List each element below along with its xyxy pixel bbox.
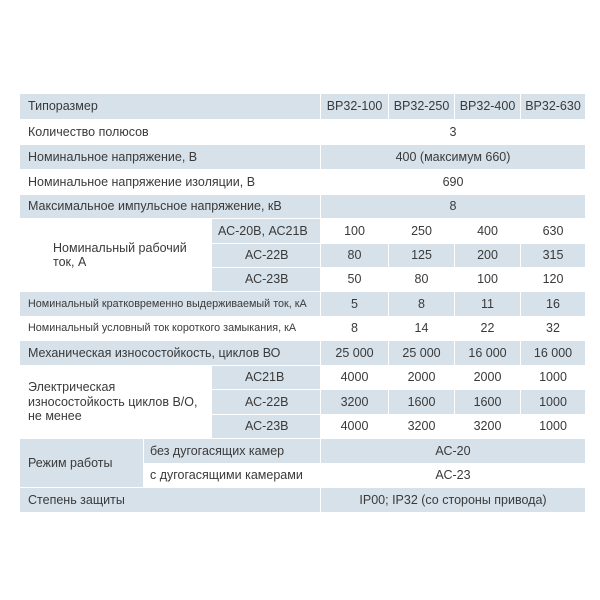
mechanical-value: 16 000 xyxy=(468,345,507,360)
poles-value-cell xyxy=(321,120,585,144)
operating-current-sub-label: АС-22В xyxy=(245,248,289,263)
operating-mode-value-cell xyxy=(321,439,585,463)
header-model-cell xyxy=(389,94,454,119)
operating-current-value-cell xyxy=(521,219,585,243)
operating-current-value: 80 xyxy=(347,248,362,263)
electrical-value: 3200 xyxy=(340,394,369,409)
electrical-value: 2000 xyxy=(407,370,436,385)
operating-mode-sub-label-cell xyxy=(144,464,320,487)
operating-mode-label: Режим работы xyxy=(28,455,113,470)
electrical-value: 1600 xyxy=(407,394,436,409)
operating-mode-sub-label: без дугогасящих камер xyxy=(150,443,285,458)
electrical-value: 1600 xyxy=(473,394,502,409)
short-time-current-value-cell xyxy=(389,292,454,316)
operating-current-value-cell xyxy=(389,244,454,267)
operating-current-value-cell xyxy=(389,219,454,243)
rated-voltage-value-cell xyxy=(321,145,585,169)
short-time-current-value: 8 xyxy=(418,296,425,311)
operating-current-label: Номинальный рабочий ток, А xyxy=(53,240,187,269)
rated-voltage-label-cell xyxy=(20,145,320,169)
operating-current-value-cell xyxy=(521,244,585,267)
poles-label: Количество полюсов xyxy=(28,124,149,139)
header-model-4: ВР32-630 xyxy=(525,99,581,114)
operating-current-value-cell xyxy=(455,244,520,267)
operating-current-sub-label-cell xyxy=(212,268,320,291)
electrical-value: 1000 xyxy=(539,419,567,434)
operating-current-value: 100 xyxy=(344,223,365,238)
header-label-cell xyxy=(20,94,320,119)
operating-current-label-cell xyxy=(20,219,211,291)
electrical-value-cell xyxy=(389,415,454,438)
electrical-sub-label: АС-22В xyxy=(245,394,289,409)
mechanical-value-cell xyxy=(521,341,585,365)
impulse-voltage-value-cell xyxy=(321,195,585,218)
short-time-current-value-cell xyxy=(321,292,388,316)
operating-current-sub-label: АС-23В xyxy=(245,272,289,287)
header-label: Типоразмер xyxy=(28,99,98,114)
header-model-cell xyxy=(521,94,585,119)
electrical-value: 4000 xyxy=(340,419,369,434)
short-time-current-label-cell xyxy=(20,292,320,316)
operating-mode-sub-label: с дугогасящими камерами xyxy=(150,468,303,483)
electrical-value-cell xyxy=(321,366,388,389)
operating-current-value: 315 xyxy=(542,248,564,263)
short-time-current-label: Номинальный кратковременно выдерживаемый ток, кА xyxy=(28,297,307,310)
short-time-current-value: 5 xyxy=(351,296,358,311)
operating-current-sub-label: АС-20В, АС21В xyxy=(218,223,308,238)
electrical-value-cell xyxy=(321,415,388,438)
short-circuit-current-value-cell xyxy=(321,317,388,340)
short-circuit-current-value: 8 xyxy=(351,321,358,336)
electrical-label: Электрическая износостойкость циклов В/О, не менее xyxy=(28,380,198,424)
insulation-voltage-label: Номинальное напряжение изоляции, В xyxy=(28,174,256,189)
electrical-value-cell xyxy=(455,415,520,438)
insulation-voltage-label-cell xyxy=(20,170,320,194)
operating-mode-sub-label-cell xyxy=(144,439,320,463)
operating-mode-label-cell xyxy=(20,439,143,487)
operating-current-value-cell xyxy=(455,219,520,243)
rated-voltage-label: Номинальное напряжение, В xyxy=(28,149,198,164)
electrical-value-cell xyxy=(521,415,585,438)
electrical-value: 3200 xyxy=(473,419,502,434)
short-circuit-current-value: 32 xyxy=(546,321,560,336)
short-circuit-current-value: 14 xyxy=(414,321,429,336)
electrical-sub-label: АС21В xyxy=(245,370,285,385)
operating-mode-value: АС-23 xyxy=(435,468,471,483)
operating-current-sub-label-cell xyxy=(212,244,320,267)
protection-value: IP00; IP32 (со стороны привода) xyxy=(359,492,547,507)
operating-mode-value: АС-20 xyxy=(435,443,471,458)
electrical-value-cell xyxy=(521,366,585,389)
mechanical-value: 25 000 xyxy=(402,345,441,360)
operating-current-value-cell xyxy=(389,268,454,291)
impulse-voltage-value: 8 xyxy=(449,199,457,214)
protection-label: Степень защиты xyxy=(28,492,125,507)
operating-current-value-cell xyxy=(321,244,388,267)
electrical-sub-label-cell xyxy=(212,415,320,438)
electrical-value-cell xyxy=(389,390,454,414)
operating-current-value: 125 xyxy=(411,248,432,263)
mechanical-value-cell xyxy=(321,341,388,365)
poles-label-cell xyxy=(20,120,320,144)
impulse-voltage-label: Максимальное импульсное напряжение, кВ xyxy=(28,199,282,214)
header-model-3: ВР32-400 xyxy=(459,99,516,114)
short-time-current-value: 16 xyxy=(546,296,560,311)
operating-current-value: 100 xyxy=(477,272,498,287)
mechanical-value-cell xyxy=(455,341,520,365)
electrical-value: 1000 xyxy=(539,394,567,409)
short-circuit-current-label: Номинальный условный ток короткого замыкания, кА xyxy=(28,322,297,335)
electrical-value: 4000 xyxy=(340,370,369,385)
mechanical-label-cell xyxy=(20,341,320,365)
operating-mode-value-cell xyxy=(321,464,585,487)
electrical-label-cell xyxy=(20,366,211,438)
short-circuit-current-label-cell xyxy=(20,317,320,340)
operating-current-sub-label-cell xyxy=(212,219,320,243)
operating-current-value: 630 xyxy=(542,223,564,238)
short-time-current-value: 11 xyxy=(481,296,494,311)
header-model-2: ВР32-250 xyxy=(393,99,450,114)
mechanical-value: 16 000 xyxy=(533,345,573,360)
short-circuit-current-value-cell xyxy=(455,317,520,340)
mechanical-label: Механическая износостойкость, циклов ВО xyxy=(28,345,281,360)
electrical-value: 2000 xyxy=(473,370,502,385)
mechanical-value-cell xyxy=(389,341,454,365)
operating-current-value: 80 xyxy=(414,272,429,287)
operating-current-value-cell xyxy=(321,268,388,291)
operating-current-value: 250 xyxy=(411,223,432,238)
short-circuit-current-value-cell xyxy=(521,317,585,340)
insulation-voltage-value-cell xyxy=(321,170,585,194)
poles-value: 3 xyxy=(449,124,457,139)
operating-current-value-cell xyxy=(521,268,585,291)
impulse-voltage-label-cell xyxy=(20,195,320,218)
short-time-current-value-cell xyxy=(455,292,520,316)
electrical-value: 1000 xyxy=(539,370,567,385)
header-model-1: ВР32-100 xyxy=(326,99,383,114)
electrical-sub-label: АС-23В xyxy=(245,419,289,434)
operating-current-value: 50 xyxy=(347,272,362,287)
operating-current-value-cell xyxy=(321,219,388,243)
electrical-value: 3200 xyxy=(407,419,436,434)
header-model-cell xyxy=(321,94,388,119)
electrical-value-cell xyxy=(521,390,585,414)
insulation-voltage-value: 690 xyxy=(442,174,464,189)
operating-current-value: 400 xyxy=(477,223,498,238)
operating-current-value-cell xyxy=(455,268,520,291)
rated-voltage-value: 400 (максимум 660) xyxy=(395,149,511,164)
electrical-value-cell xyxy=(321,390,388,414)
electrical-sub-label-cell xyxy=(212,366,320,389)
mechanical-value: 25 000 xyxy=(335,345,374,360)
electrical-value-cell xyxy=(455,390,520,414)
electrical-sub-label-cell xyxy=(212,390,320,414)
protection-label-cell xyxy=(20,488,320,512)
short-time-current-value-cell xyxy=(521,292,585,316)
electrical-value-cell xyxy=(455,366,520,389)
header-model-cell xyxy=(455,94,520,119)
short-circuit-current-value-cell xyxy=(389,317,454,340)
short-circuit-current-value: 22 xyxy=(480,321,495,336)
protection-value-cell xyxy=(321,488,585,512)
operating-current-value: 200 xyxy=(477,248,498,263)
electrical-value-cell xyxy=(389,366,454,389)
operating-current-value: 120 xyxy=(542,272,564,287)
